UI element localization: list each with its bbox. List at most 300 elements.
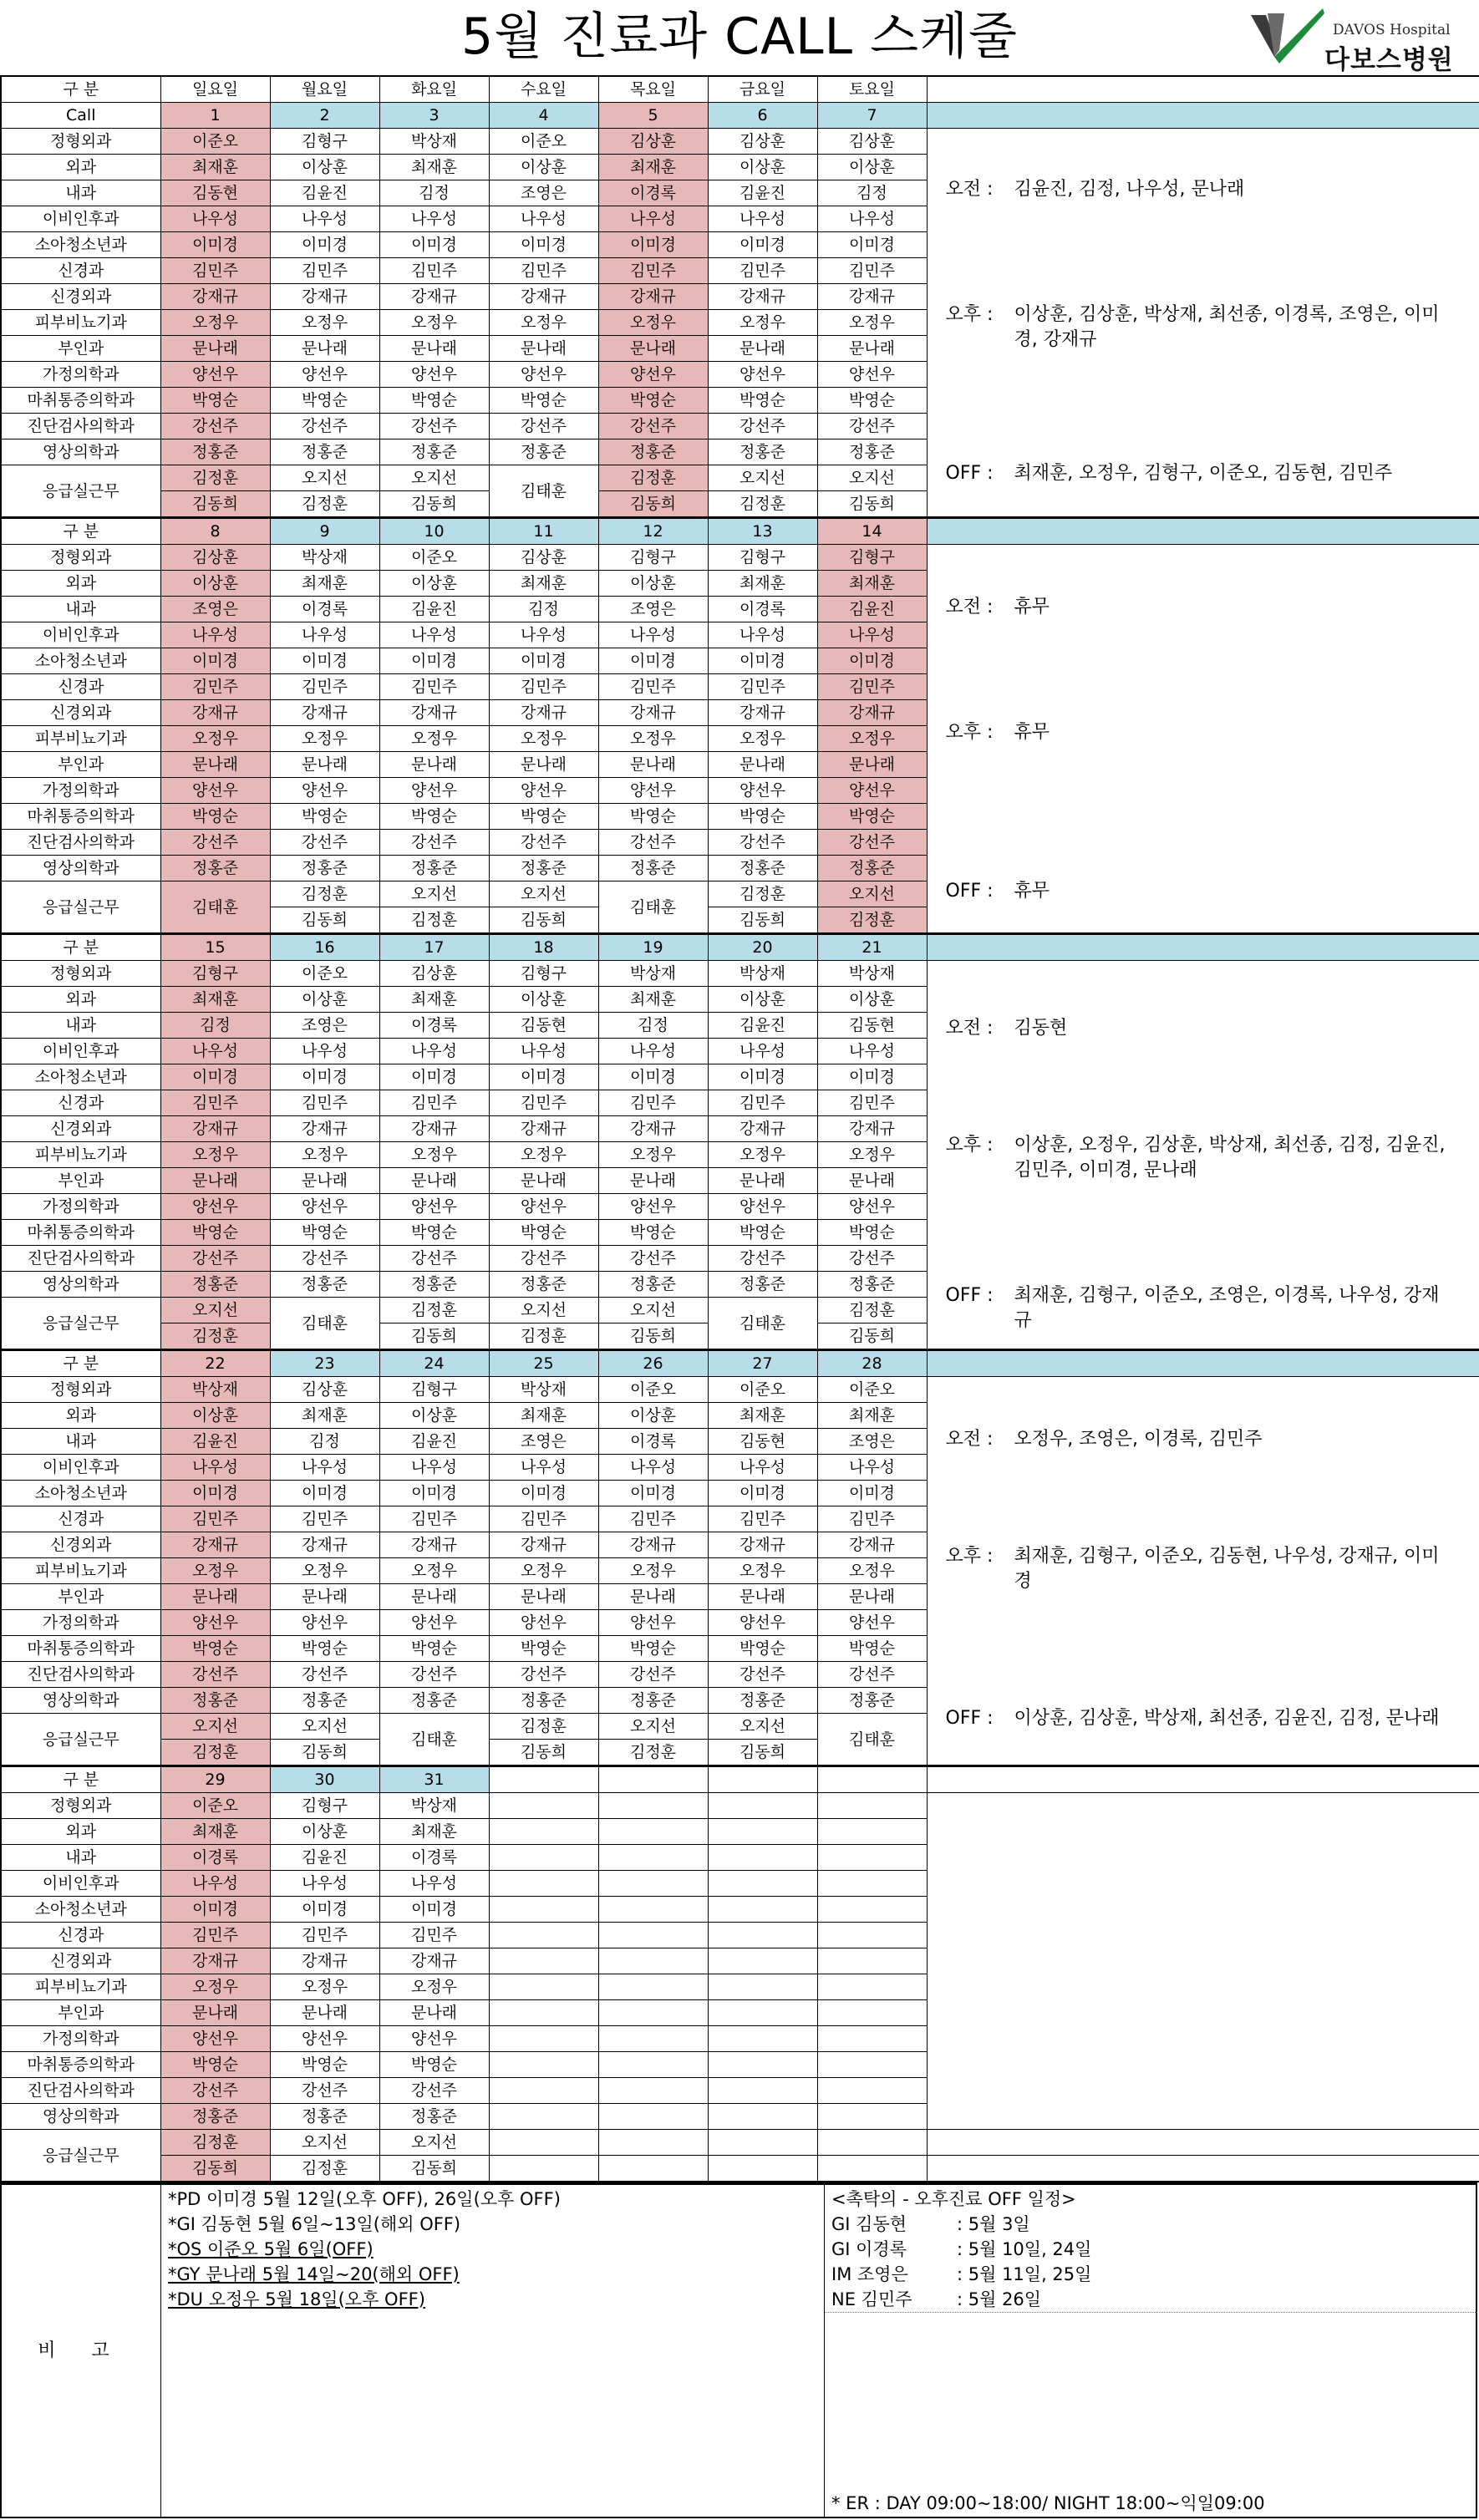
er-doctor-cell xyxy=(489,2156,598,2182)
doctor-cell: 문나래 xyxy=(160,2000,270,2026)
doctor-cell: 김민주 xyxy=(708,258,817,284)
doctor-cell: 강재규 xyxy=(708,284,817,310)
doctor-cell: 이상훈 xyxy=(379,1403,489,1429)
er-doctor-cell xyxy=(708,2130,817,2156)
date-row xyxy=(1,934,1479,961)
doctor-cell: 나우성 xyxy=(160,1871,270,1897)
doctor-cell: 문나래 xyxy=(817,1168,927,1194)
doctor-cell: 박영순 xyxy=(160,388,270,414)
doctor-cell: 김민주 xyxy=(270,674,379,700)
er-doctor-cell: 김동희 xyxy=(598,1324,708,1350)
weekday-header: 금요일 xyxy=(708,76,817,103)
er-doctor-cell: 오지선 xyxy=(160,1298,270,1324)
doctor-cell: 정홍준 xyxy=(489,439,598,465)
doctor-cell: 정홍준 xyxy=(160,439,270,465)
dotted-divider xyxy=(825,2312,1477,2313)
doctor-cell: 이미경 xyxy=(160,648,270,674)
doctor-cell: 정홍준 xyxy=(708,856,817,881)
doctor-cell: 정홍준 xyxy=(598,1688,708,1714)
er-doctor-cell: 김정훈 xyxy=(270,491,379,518)
doctor-cell: 최재훈 xyxy=(489,571,598,597)
doctor-cell xyxy=(489,1948,598,1974)
doctor-cell: 강선주 xyxy=(817,414,927,439)
er-doctor-cell: 김정훈 xyxy=(379,1298,489,1324)
doctor-cell: 정홍준 xyxy=(379,1272,489,1298)
doctor-cell: 이미경 xyxy=(270,1897,379,1923)
department-name: 정형외과 xyxy=(1,1793,160,1819)
er-doctor-cell: 김정훈 xyxy=(270,881,379,907)
doctor-cell: 김민주 xyxy=(598,674,708,700)
consultant-off-line: IM 조영은 : 5월 11일, 25일 xyxy=(831,2264,1092,2284)
doctor-cell xyxy=(817,1845,927,1871)
doctor-cell: 문나래 xyxy=(708,1584,817,1610)
doctor-cell: 강재규 xyxy=(379,1532,489,1558)
doctor-cell: 박영순 xyxy=(379,388,489,414)
shift-names: 이상훈, 오정우, 김상훈, 박상재, 최선종, 김정, 김윤진, 김민주, 이미경, 문나래 xyxy=(1014,1135,1446,1181)
doctor-cell: 이준오 xyxy=(160,129,270,155)
doctor-cell: 오정우 xyxy=(817,1558,927,1584)
doctor-cell: 강선주 xyxy=(160,1246,270,1272)
doctor-cell: 나우성 xyxy=(160,1039,270,1064)
er-doctor-cell: 김정훈 xyxy=(270,2156,379,2182)
remarks-section xyxy=(0,2182,1477,2518)
department-row xyxy=(1,545,1479,571)
doctor-cell: 최재훈 xyxy=(160,987,270,1013)
doctor-cell: 김상훈 xyxy=(160,545,270,571)
doctor-cell: 최재훈 xyxy=(489,1403,598,1429)
doctor-cell: 이상훈 xyxy=(270,1819,379,1845)
doctor-cell: 김민주 xyxy=(160,1506,270,1532)
department-name: 소아청소년과 xyxy=(1,1897,160,1923)
er-duty-label: 응급실근무 xyxy=(1,2130,160,2182)
doctor-cell: 강선주 xyxy=(270,1662,379,1688)
doctor-cell: 문나래 xyxy=(489,336,598,362)
doctor-cell: 양선우 xyxy=(489,1194,598,1220)
doctor-cell: 양선우 xyxy=(817,1194,927,1220)
department-name: 가정의학과 xyxy=(1,1610,160,1636)
doctor-cell: 양선우 xyxy=(379,1194,489,1220)
er-doctor-cell: 김정훈 xyxy=(489,1714,598,1740)
doctor-cell: 이미경 xyxy=(598,648,708,674)
doctor-cell: 문나래 xyxy=(817,1584,927,1610)
doctor-cell xyxy=(708,1819,817,1845)
doctor-cell xyxy=(489,2026,598,2052)
er-doctor-cell: 김동희 xyxy=(817,1324,927,1350)
doctor-cell: 오정우 xyxy=(160,726,270,752)
doctor-cell: 오정우 xyxy=(708,1558,817,1584)
doctor-cell: 오정우 xyxy=(708,1142,817,1168)
doctor-cell: 박상재 xyxy=(270,545,379,571)
doctor-cell: 강선주 xyxy=(489,1662,598,1688)
shift-label: 오전 : xyxy=(945,1429,994,1450)
doctor-cell: 이미경 xyxy=(708,1064,817,1090)
doctor-cell: 김민주 xyxy=(817,674,927,700)
doctor-cell: 강재규 xyxy=(379,284,489,310)
department-name: 진단검사의학과 xyxy=(1,414,160,439)
doctor-cell xyxy=(817,1897,927,1923)
er-doctor-cell: 오지선 xyxy=(598,1298,708,1324)
er-doctor-cell: 김정훈 xyxy=(379,907,489,934)
doctor-cell: 양선우 xyxy=(160,2026,270,2052)
date-cell: 30 xyxy=(270,1766,379,1793)
date-cell: 4 xyxy=(489,103,598,129)
department-row xyxy=(1,129,1479,155)
date-cell: 9 xyxy=(270,518,379,545)
date-row xyxy=(1,1350,1479,1377)
doctor-cell: 강선주 xyxy=(270,830,379,856)
side-spacer xyxy=(927,76,1479,103)
doctor-cell: 조영은 xyxy=(270,1013,379,1039)
doctor-cell: 오정우 xyxy=(160,1558,270,1584)
department-name: 이비인후과 xyxy=(1,206,160,232)
doctor-cell xyxy=(598,1845,708,1871)
doctor-cell: 강선주 xyxy=(270,1246,379,1272)
department-name: 외과 xyxy=(1,1403,160,1429)
doctor-cell xyxy=(489,2078,598,2104)
doctor-cell: 김민주 xyxy=(489,1506,598,1532)
doctor-cell: 이미경 xyxy=(379,232,489,258)
doctor-cell: 박상재 xyxy=(379,1793,489,1819)
doctor-cell: 김민주 xyxy=(598,1506,708,1532)
doctor-cell: 강선주 xyxy=(489,414,598,439)
weekday-header: 월요일 xyxy=(270,76,379,103)
doctor-cell: 김민주 xyxy=(817,1506,927,1532)
doctor-cell: 오정우 xyxy=(489,726,598,752)
doctor-cell: 문나래 xyxy=(598,1168,708,1194)
doctor-cell: 이준오 xyxy=(379,545,489,571)
doctor-cell: 김민주 xyxy=(708,1506,817,1532)
er-doctor-cell: 오지선 xyxy=(708,465,817,491)
doctor-cell: 박영순 xyxy=(708,804,817,830)
doctor-cell: 강선주 xyxy=(817,830,927,856)
shift-summary xyxy=(927,1793,1479,2130)
department-name: 이비인후과 xyxy=(1,622,160,648)
doctor-cell: 양선우 xyxy=(817,1610,927,1636)
doctor-cell: 나우성 xyxy=(708,1455,817,1481)
department-name: 가정의학과 xyxy=(1,362,160,388)
doctor-cell: 나우성 xyxy=(379,206,489,232)
department-name: 영상의학과 xyxy=(1,439,160,465)
doctor-cell: 이경록 xyxy=(160,1845,270,1871)
doctor-cell: 강선주 xyxy=(817,1662,927,1688)
doctor-cell: 김상훈 xyxy=(489,545,598,571)
doctor-cell: 박영순 xyxy=(489,804,598,830)
side-empty xyxy=(927,2130,1479,2156)
doctor-cell: 김정 xyxy=(379,180,489,206)
date-cell: 6 xyxy=(708,103,817,129)
doctor-cell: 양선우 xyxy=(817,362,927,388)
doctor-cell: 김민주 xyxy=(708,1090,817,1116)
doctor-cell: 오정우 xyxy=(160,1974,270,2000)
department-name: 부인과 xyxy=(1,2000,160,2026)
doctor-cell: 최재훈 xyxy=(708,1403,817,1429)
doctor-cell xyxy=(489,1793,598,1819)
date-cell: 14 xyxy=(817,518,927,545)
doctor-cell xyxy=(598,1974,708,2000)
doctor-cell: 이상훈 xyxy=(160,571,270,597)
department-name: 정형외과 xyxy=(1,545,160,571)
department-name: 소아청소년과 xyxy=(1,648,160,674)
doctor-cell xyxy=(817,1819,927,1845)
department-name: 내과 xyxy=(1,1429,160,1455)
doctor-cell: 문나래 xyxy=(270,336,379,362)
doctor-cell: 김윤진 xyxy=(708,1013,817,1039)
doctor-cell: 오정우 xyxy=(270,1142,379,1168)
doctor-cell: 박영순 xyxy=(598,1636,708,1662)
doctor-cell: 나우성 xyxy=(379,1871,489,1897)
er-doctor-cell: 김태훈 xyxy=(708,1298,817,1350)
doctor-cell: 문나래 xyxy=(160,752,270,778)
doctor-cell: 양선우 xyxy=(270,1610,379,1636)
department-name: 피부비뇨기과 xyxy=(1,310,160,336)
er-doctor-cell: 오지선 xyxy=(379,881,489,907)
er-doctor-cell: 김정훈 xyxy=(598,465,708,491)
doctor-cell: 양선우 xyxy=(708,778,817,804)
doctor-cell: 박영순 xyxy=(598,388,708,414)
department-name: 피부비뇨기과 xyxy=(1,726,160,752)
doctor-cell: 이상훈 xyxy=(160,1403,270,1429)
doctor-cell: 문나래 xyxy=(270,1584,379,1610)
doctor-cell: 양선우 xyxy=(160,362,270,388)
consultant-off-line: NE 김민주 : 5월 26일 xyxy=(831,2289,1042,2309)
doctor-cell: 이준오 xyxy=(598,1377,708,1403)
department-name: 부인과 xyxy=(1,1168,160,1194)
division-header: 구 분 xyxy=(1,934,160,961)
doctor-cell: 오정우 xyxy=(598,310,708,336)
doctor-cell: 오정우 xyxy=(598,726,708,752)
shift-label: 오전 : xyxy=(945,1018,994,1039)
doctor-cell: 김민주 xyxy=(379,1923,489,1948)
doctor-cell: 나우성 xyxy=(160,622,270,648)
doctor-cell: 김형구 xyxy=(817,545,927,571)
department-name: 신경과 xyxy=(1,258,160,284)
doctor-cell: 문나래 xyxy=(598,752,708,778)
doctor-cell: 문나래 xyxy=(379,1584,489,1610)
doctor-cell: 김형구 xyxy=(160,961,270,987)
doctor-cell: 강선주 xyxy=(379,830,489,856)
doctor-cell xyxy=(817,1948,927,1974)
doctor-cell: 이미경 xyxy=(598,1481,708,1506)
remarks-line: *GY 문나래 5월 14일~20(해외 OFF) xyxy=(168,2264,460,2284)
doctor-cell: 양선우 xyxy=(160,1194,270,1220)
doctor-cell: 양선우 xyxy=(379,2026,489,2052)
doctor-cell: 조영은 xyxy=(598,597,708,622)
doctor-cell: 박영순 xyxy=(379,804,489,830)
er-doctor-cell: 김동희 xyxy=(270,907,379,934)
doctor-cell: 강재규 xyxy=(598,1116,708,1142)
doctor-cell: 오정우 xyxy=(708,310,817,336)
doctor-cell: 김동현 xyxy=(489,1013,598,1039)
doctor-cell: 강재규 xyxy=(708,700,817,726)
er-doctor-cell: 김동희 xyxy=(379,1324,489,1350)
doctor-cell: 강재규 xyxy=(817,700,927,726)
doctor-cell: 나우성 xyxy=(489,1455,598,1481)
department-name: 진단검사의학과 xyxy=(1,1662,160,1688)
doctor-cell: 정홍준 xyxy=(379,1688,489,1714)
date-row xyxy=(1,1766,1479,1793)
er-duty-label: 응급실근무 xyxy=(1,881,160,934)
doctor-cell xyxy=(817,1923,927,1948)
doctor-cell: 강선주 xyxy=(598,1246,708,1272)
doctor-cell: 양선우 xyxy=(270,778,379,804)
doctor-cell: 나우성 xyxy=(708,1039,817,1064)
doctor-cell: 오정우 xyxy=(160,310,270,336)
doctor-cell: 정홍준 xyxy=(598,856,708,881)
doctor-cell: 이상훈 xyxy=(270,155,379,180)
doctor-cell: 김민주 xyxy=(379,674,489,700)
doctor-cell: 강재규 xyxy=(160,1116,270,1142)
doctor-cell: 정홍준 xyxy=(270,2104,379,2130)
doctor-cell: 강선주 xyxy=(708,1246,817,1272)
department-name: 외과 xyxy=(1,987,160,1013)
doctor-cell: 강선주 xyxy=(270,2078,379,2104)
doctor-cell xyxy=(598,1923,708,1948)
department-name: 신경외과 xyxy=(1,1948,160,1974)
department-name: 진단검사의학과 xyxy=(1,830,160,856)
date-cell: 25 xyxy=(489,1350,598,1377)
doctor-cell: 이미경 xyxy=(379,1481,489,1506)
shift-summary xyxy=(927,961,1479,1350)
doctor-cell xyxy=(489,1819,598,1845)
doctor-cell: 오정우 xyxy=(817,1142,927,1168)
shift-summary xyxy=(927,129,1479,518)
doctor-cell: 박영순 xyxy=(598,1220,708,1246)
doctor-cell: 나우성 xyxy=(598,1455,708,1481)
doctor-cell: 김민주 xyxy=(160,1923,270,1948)
er-doctor-cell: 김정훈 xyxy=(160,1324,270,1350)
call-label: Call xyxy=(1,103,160,129)
er-duty-row xyxy=(1,2156,1479,2182)
doctor-cell: 박영순 xyxy=(817,1636,927,1662)
department-name: 마취통증의학과 xyxy=(1,1636,160,1662)
doctor-cell xyxy=(708,1845,817,1871)
doctor-cell xyxy=(708,2052,817,2078)
doctor-cell: 문나래 xyxy=(160,336,270,362)
doctor-cell xyxy=(489,2104,598,2130)
doctor-cell: 강재규 xyxy=(817,1532,927,1558)
doctor-cell: 최재훈 xyxy=(160,1819,270,1845)
doctor-cell: 강재규 xyxy=(489,700,598,726)
doctor-cell: 최재훈 xyxy=(379,155,489,180)
er-doctor-cell: 김동희 xyxy=(598,491,708,518)
doctor-cell: 박영순 xyxy=(708,1636,817,1662)
doctor-cell: 김윤진 xyxy=(270,1845,379,1871)
date-cell: 10 xyxy=(379,518,489,545)
doctor-cell: 문나래 xyxy=(489,752,598,778)
er-doctor-cell: 김정훈 xyxy=(160,2130,270,2156)
department-name: 부인과 xyxy=(1,752,160,778)
er-doctor-cell xyxy=(817,2130,927,2156)
doctor-cell: 정홍준 xyxy=(817,856,927,881)
doctor-cell: 양선우 xyxy=(489,778,598,804)
doctor-cell xyxy=(817,2052,927,2078)
date-cell: 31 xyxy=(379,1766,489,1793)
doctor-cell xyxy=(598,2052,708,2078)
doctor-cell: 강재규 xyxy=(270,284,379,310)
doctor-cell: 강재규 xyxy=(489,1116,598,1142)
doctor-cell: 박영순 xyxy=(817,1220,927,1246)
department-name: 이비인후과 xyxy=(1,1455,160,1481)
er-doctor-cell: 김정훈 xyxy=(817,1298,927,1324)
doctor-cell xyxy=(598,1897,708,1923)
shift-names: 김동현 xyxy=(1014,1018,1068,1039)
side-header-bar xyxy=(927,103,1479,129)
er-doctor-cell: 오지선 xyxy=(160,1714,270,1740)
doctor-cell: 최재훈 xyxy=(270,571,379,597)
er-doctor-cell xyxy=(489,2130,598,2156)
er-doctor-cell: 김동희 xyxy=(379,2156,489,2182)
doctor-cell: 강선주 xyxy=(379,1246,489,1272)
er-doctor-cell xyxy=(708,2156,817,2182)
doctor-cell: 김민주 xyxy=(708,674,817,700)
side-header-bar xyxy=(927,518,1479,545)
doctor-cell: 박영순 xyxy=(270,1636,379,1662)
date-cell xyxy=(489,1766,598,1793)
doctor-cell: 이미경 xyxy=(160,232,270,258)
department-name: 외과 xyxy=(1,1819,160,1845)
weekday-header: 목요일 xyxy=(598,76,708,103)
doctor-cell xyxy=(708,2104,817,2130)
doctor-cell: 이준오 xyxy=(708,1377,817,1403)
shift-label: OFF : xyxy=(945,463,994,484)
doctor-cell: 이미경 xyxy=(270,1481,379,1506)
doctor-cell: 정홍준 xyxy=(817,1272,927,1298)
doctor-cell: 이미경 xyxy=(817,1481,927,1506)
doctor-cell: 김윤진 xyxy=(379,1429,489,1455)
doctor-cell: 나우성 xyxy=(160,1455,270,1481)
doctor-cell: 김민주 xyxy=(270,1090,379,1116)
doctor-cell xyxy=(817,2104,927,2130)
shift-label: 오후 : xyxy=(945,1135,994,1156)
doctor-cell: 양선우 xyxy=(379,778,489,804)
remarks-line: *DU 오정우 5월 18일(오후 OFF) xyxy=(168,2289,425,2309)
doctor-cell xyxy=(708,1923,817,1948)
doctor-cell: 박영순 xyxy=(379,2052,489,2078)
er-doctor-cell: 오지선 xyxy=(598,1714,708,1740)
doctor-cell: 이미경 xyxy=(270,1064,379,1090)
doctor-cell: 강재규 xyxy=(160,1532,270,1558)
doctor-cell: 이경록 xyxy=(708,597,817,622)
doctor-cell: 오정우 xyxy=(270,310,379,336)
doctor-cell: 김상훈 xyxy=(817,129,927,155)
doctor-cell: 김상훈 xyxy=(708,129,817,155)
er-duty-label: 응급실근무 xyxy=(1,1298,160,1350)
division-header: 구 분 xyxy=(1,1350,160,1377)
doctor-cell: 강재규 xyxy=(708,1116,817,1142)
er-doctor-cell: 오지선 xyxy=(817,465,927,491)
doctor-cell: 강재규 xyxy=(160,284,270,310)
shift-names: 최재훈, 김형구, 이준오, 김동현, 나우성, 강재규, 이미경 xyxy=(1014,1546,1440,1592)
doctor-cell xyxy=(489,1923,598,1948)
doctor-cell: 이상훈 xyxy=(489,987,598,1013)
consultant-off-line: GI 이경록 : 5월 10일, 24일 xyxy=(831,2239,1092,2259)
doctor-cell: 나우성 xyxy=(598,1039,708,1064)
page-header xyxy=(0,0,1479,74)
date-row xyxy=(1,518,1479,545)
doctor-cell xyxy=(598,2026,708,2052)
doctor-cell: 박상재 xyxy=(708,961,817,987)
doctor-cell: 김동현 xyxy=(160,180,270,206)
doctor-cell: 김형구 xyxy=(270,1793,379,1819)
shift-label: OFF : xyxy=(945,1285,994,1306)
doctor-cell xyxy=(817,2000,927,2026)
doctor-cell: 정홍준 xyxy=(817,1688,927,1714)
doctor-cell: 조영은 xyxy=(489,1429,598,1455)
er-doctor-cell: 오지선 xyxy=(489,881,598,907)
doctor-cell: 이준오 xyxy=(160,1793,270,1819)
doctor-cell: 강선주 xyxy=(160,2078,270,2104)
date-cell: 7 xyxy=(817,103,927,129)
